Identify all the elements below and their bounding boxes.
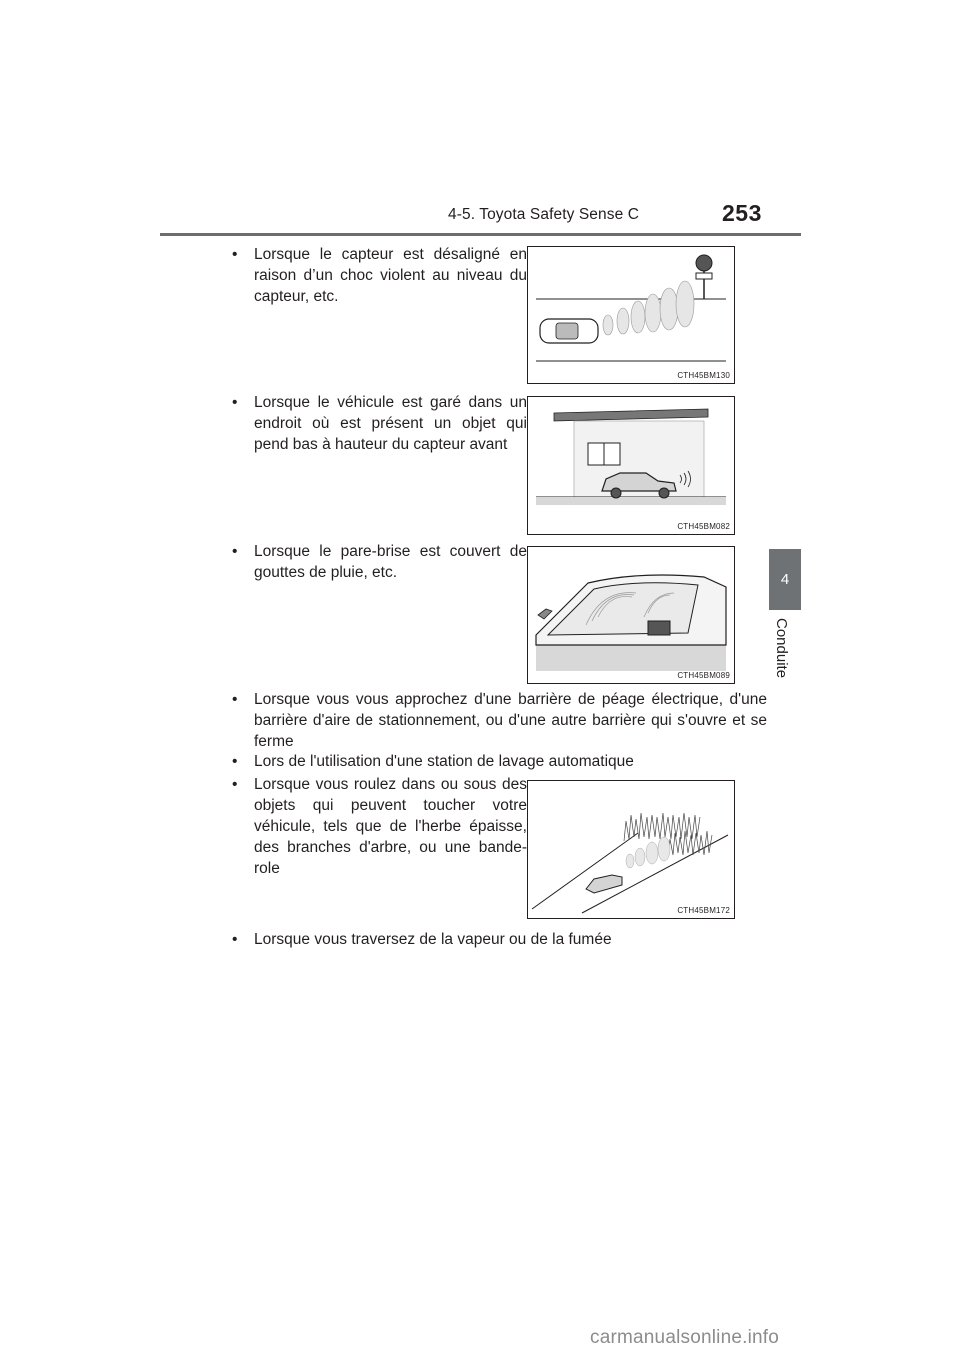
item-text: Lorsque le pare-brise est couvert de gouttes de pluie, etc. bbox=[254, 543, 527, 581]
bullet: • bbox=[232, 776, 238, 793]
chapter-label: Conduite bbox=[773, 618, 790, 679]
bullet: • bbox=[232, 931, 238, 948]
bullet: • bbox=[232, 691, 238, 708]
list-item bbox=[232, 689, 767, 752]
bullet: • bbox=[232, 753, 238, 770]
bullet: • bbox=[232, 394, 238, 411]
figure-raindrops-windshield bbox=[527, 546, 735, 684]
watermark: carmanualsonline.info bbox=[590, 1327, 780, 1348]
figure-code: CTH45BM130 bbox=[677, 371, 730, 380]
list-item bbox=[232, 774, 527, 879]
sensor-misaligned-illustration bbox=[528, 247, 734, 383]
item-text: Lorsque vous roulez dans ou sous des objets qui peuvent toucher votre véhicule, tels que de l'herbe épaisse, des branches d'arbre, ou une bande-role bbox=[254, 776, 527, 877]
parked-car-illustration bbox=[528, 397, 734, 534]
grass-road-illustration bbox=[528, 781, 734, 918]
list-item bbox=[232, 244, 527, 307]
list-item bbox=[232, 541, 527, 583]
bullet: • bbox=[232, 543, 238, 560]
section-title: 4-5. Toyota Safety Sense C bbox=[448, 206, 640, 223]
figure-code: CTH45BM089 bbox=[677, 671, 730, 680]
item-text: Lorsque le capteur est désaligné en raison d’un choc violent au niveau du capteur, etc. bbox=[254, 246, 527, 305]
item-text: Lorsque vous traversez de la vapeur ou de la fumée bbox=[254, 931, 612, 948]
page-number: 253 bbox=[722, 200, 762, 226]
list-item bbox=[232, 392, 527, 455]
item-text: Lorsque vous vous approchez d'une barrière de péage électrique, d'une barrière d'aire de stationnement, ou d'une autre barrière qui s'ouvre et se ferme bbox=[254, 691, 767, 750]
list-item bbox=[232, 929, 767, 950]
figure-code: CTH45BM082 bbox=[677, 522, 730, 531]
chapter-tab[interactable]: 4 bbox=[769, 549, 801, 610]
figure-sensor-misaligned bbox=[527, 246, 735, 384]
item-text: Lors de l'utilisation d'une station de lavage automatique bbox=[254, 753, 634, 770]
figure-code: CTH45BM172 bbox=[677, 906, 730, 915]
figure-parked-low-object bbox=[527, 396, 735, 535]
list-item bbox=[232, 751, 767, 772]
figure-thick-grass bbox=[527, 780, 735, 919]
item-text: Lorsque le véhicule est garé dans un endroit où est présent un objet qui pend bas à hauteur du capteur avant bbox=[254, 394, 527, 453]
header-divider bbox=[160, 233, 801, 236]
bullet: • bbox=[232, 246, 238, 263]
windshield-illustration bbox=[528, 547, 734, 683]
